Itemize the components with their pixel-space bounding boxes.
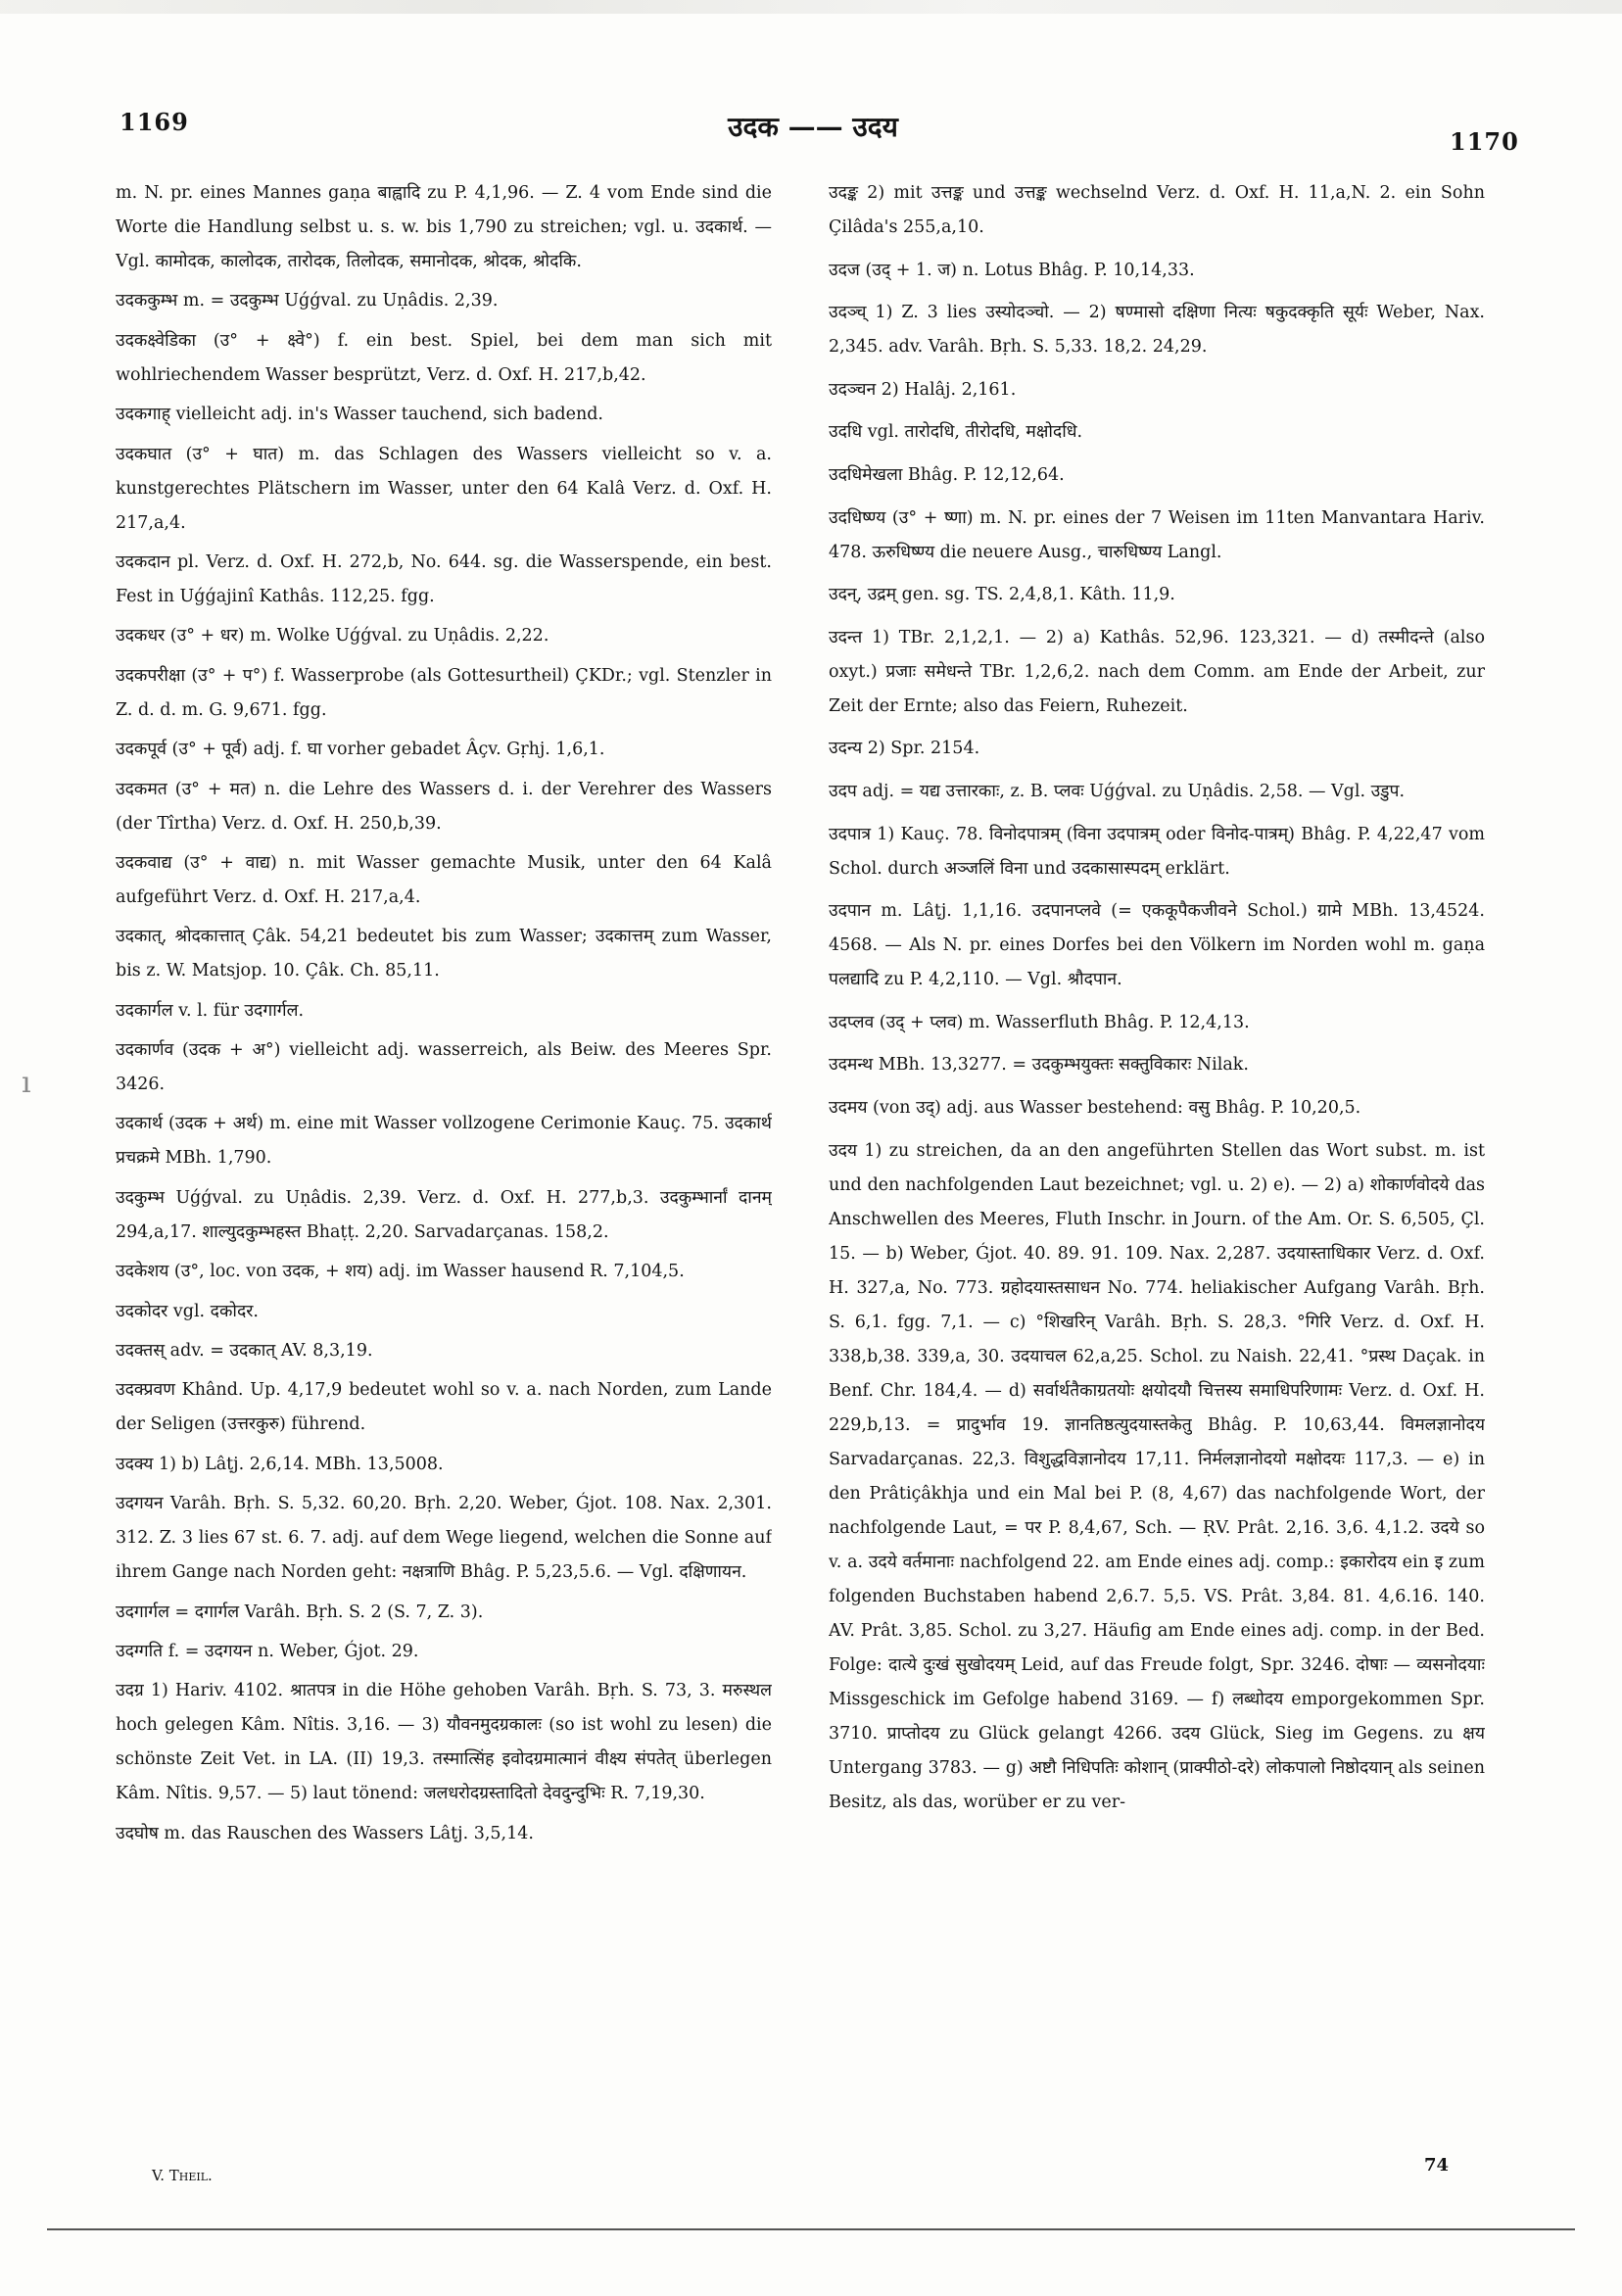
dictionary-entry: उदधि vgl. तारोदधि, तीरोदधि, मक्षोदधि. (829, 422, 1083, 443)
dictionary-entry: उदगयन Varâh. Bṛh. S. 5,32. 60,20. Bṛh. 2,20. Weber, Ǵjot. 108. Nax. 2,301. 312. Z. 3 lies 67 st. 6. 7. adj. auf dem Wege liegend, welchen die Sonne auf ihrem Gange nach Norden geht: नक्षत्राणि Bhâg. P. 5,23,5.6. — Vgl. दक्षिणायन. (116, 1494, 772, 1583)
dictionary-entry: उदकेशय (उ°, loc. von उदक, + शय) adj. im Wasser hausend R. 7,104,5. (116, 1262, 685, 1282)
dictionary-entry: उदकार्णव (उदक + अ°) vielleicht adj. wasserreich, als Beiw. des Meeres Spr. 3426. (116, 1040, 772, 1095)
dictionary-entry: उदधिमेखला Bhâg. P. 12,12,64. (829, 464, 1065, 485)
dictionary-entry: उदकुम्भ Uǵǵval. zu Uṇâdis. 2,39. Verz. d. Oxf. H. 277,b,3. उदकुम्भार्नां दानम् 294,a,17. शाल्युदकुम्भहस्त Bhaṭṭ. 2,20. Sarvadarçanas. 158,2. (116, 1187, 772, 1242)
dictionary-entry: उदङ्क 2) mit उत्तङ्क und उत्तङ्क wechselnd Verz. d. Oxf. H. 11,a,N. 2. ein Sohn Çilâda's 255,a,10. (829, 183, 1485, 237)
running-head: उदक —— उदय (728, 111, 898, 143)
bottom-rule (47, 2228, 1575, 2230)
dictionary-entry: उदकार्गल v. l. für उदगार्गल. (116, 1000, 305, 1021)
dictionary-entry: उदग्गति f. = उदगयन n. Weber, Ǵjot. 29. (116, 1641, 419, 1661)
dictionary-entry: उदकवाद्य (उ° + वाद्य) n. mit Wasser gemachte Musik, unter den 64 Kalâ aufgeführt Verz. d. Oxf. H. 217,a,4. (116, 852, 772, 907)
dictionary-entry: उदकगाह् vielleicht adj. in's Wasser tauchend, sich badend. (116, 405, 603, 425)
dictionary-entry: उदकक्ष्वेडिका (उ° + क्ष्वे°) f. ein best. Spiel, bei dem man sich mit wohlriechendem Wasser besprützt, Verz. d. Oxf. H. 217,b,42. (116, 330, 772, 385)
dictionary-entry: उदन्त 1) TBr. 2,1,2,1. — 2) a) Kathâs. 52,96. 123,321. — d) तस्मीदन्ते (also oxyt.) प्रजाः समेधन्ते TBr. 1,2,6,2. nach dem Comm. am Ende der Arbeit, zur Zeit der Ernte; also das Feiern, Ruhezeit. (829, 627, 1485, 716)
dictionary-entry: उदक्प्रवण Khând. Up. 4,17,9 bedeutet wohl so v. a. nach Norden, zum Lande der Seligen (उत्तरकुरु) führend. (116, 1380, 772, 1435)
page-number-left: 1169 (119, 108, 189, 136)
dictionary-entry: उदप्लव (उद् + प्लव) m. Wasserfluth Bhâg. P. 12,4,13. (829, 1012, 1250, 1032)
dictionary-entry: उदकपरीक्षा (उ° + प°) f. Wasserprobe (als Gottesurtheil) ÇKDr.; vgl. Stenzler in Z. d. d. m. G. 9,671. fgg. (116, 665, 772, 720)
dictionary-entry: उदपात्र 1) Kauç. 78. विनोदपात्रम् (विना उदपात्रम् oder विनोद-पात्रम्) Bhâg. P. 4,22,47 vom Schol. durch अञ्जलिं विना und उदकासास्पदम् erklärt. (829, 824, 1485, 879)
dictionary-entry: उदमन्थ MBh. 13,3277. = उदकुम्भयुक्तः सक्तुविकारः Nilak. (829, 1055, 1249, 1076)
dictionary-entry: उदन्, उद्रम् gen. sg. TS. 2,4,8,1. Kâth. 11,9. (829, 585, 1175, 605)
dictionary-entry: उदन्य 2) Spr. 2154. (829, 739, 980, 759)
dictionary-entry: उदञ्चन 2) Halâj. 2,161. (829, 379, 1017, 400)
dictionary-entry: उदघोष m. das Rauschen des Wassers Lâṭj. 3,5,14. (116, 1823, 534, 1843)
dictionary-entry: उदकमत (उ° + मत) n. die Lehre des Wassers d. i. der Verehrer des Wassers (der Tîrtha) Verz. d. Oxf. H. 250,b,39. (116, 779, 772, 834)
left-column (116, 176, 772, 2130)
dictionary-entry: उदकपूर्व (उ° + पूर्व) adj. f. घा vorher gebadet Âçv. Gṛhj. 1,6,1. (116, 740, 605, 760)
dictionary-entry: उदञ्च् 1) Z. 3 lies उस्योदञ्चो. — 2) षण्मासो दक्षिणा नित्यः षकुदक्कृति सूर्यः Weber, Nax. 2,345. adv. Varâh. Bṛh. S. 5,33. 18,2. 24,29. (829, 303, 1485, 358)
dictionary-entry: उदक्तस् adv. = उदकात् AV. 8,3,19. (116, 1341, 373, 1362)
dictionary-entry: उदमय (von उद्) adj. aus Wasser bestehend: वसु Bhâg. P. 10,20,5. (829, 1097, 1361, 1118)
dictionary-entry: उदकदान pl. Verz. d. Oxf. H. 272,b, No. 644. sg. die Wasserspende, ein best. Fest in Uǵǵajinî Kathâs. 112,25. fgg. (116, 551, 772, 606)
scan-top-edge (0, 0, 1622, 14)
volume-note: V. Theil. (152, 2167, 213, 2184)
dictionary-entry: उदधिष्ण्य (उ° + ष्णा) m. N. pr. eines der 7 Weisen im 11ten Manvantara Hariv. 478. ऊरुधिष्ण्य die neuere Ausg., चारुधिष्ण्य Langl. (829, 507, 1485, 562)
sheet-signature: 74 (1424, 2155, 1450, 2176)
dictionary-entry: उदकघात (उ° + घात) m. das Schlagen des Wassers vielleicht so v. a. kunstgerechtes Plätschern im Wasser, unter den 64 Kalâ Verz. d. Oxf. H. 217,a,4. (116, 444, 772, 533)
dictionary-entry: उदग्र 1) Hariv. 4102. श्रातपत्र in die Höhe gehoben Varâh. Bṛh. S. 73, 3. मरुस्थल hoch gelegen Kâm. Nîtis. 3,16. — 3) यौवनमुदग्रकालः (so ist wohl zu lesen) die schönste Zeit Vet. in LA. (II) 19,3. तस्मात्सिंह इवोदग्रमात्मानं वीक्ष्य संपतेत् überlegen Kâm. Nîtis. 9,57. — 5) laut tönend: जलधरोदग्रस्तादितो देवदुन्दुभिः R. 7,19,30. (116, 1681, 772, 1804)
dictionary-entry: उदकधर (उ° + धर) m. Wolke Uǵǵval. zu Uṇâdis. 2,22. (116, 626, 549, 646)
dictionary-entry: उदकार्थ (उदक + अर्थ) m. eine mit Wasser vollzogene Cerimonie Kauç. 75. उदकार्थ प्रचक्रमे MBh. 1,790. (116, 1114, 772, 1169)
dictionary-entry: उदप adj. = यद्य उत्तारकाः, z. B. प्लवः Uǵǵval. zu Uṇâdis. 2,58. — Vgl. उडुप. (829, 781, 1406, 801)
dictionary-entry: उदय 1) zu streichen, da an den angeführten Stellen das Wort subst. m. ist und den nachfolgenden Laut bezeichnet; vgl. u. 2) e). — 2) a) शोकार्णवोदये das Anschwellen des Meeres, Fluth Inschr. in Journ. of the Am. Or. S. 6,505, Çl. 15. — b) Weber, Ǵjot. 40. 89. 91. 109. Nax. 2,287. उदयास्ताधिकार Verz. d. Oxf. H. 327,a, No. 773. ग्रहोदयास्तसाधन No. 774. heliakischer Aufgang Varâh. Bṛh. S. 6,1. fgg. 7,1. — c) °शिखरिन् Varâh. Bṛh. S. 28,3. °गिरि Verz. d. Oxf. H. 338,b,38. 339,a, 30. उदयाचल 62,a,25. Schol. zu Naish. 22,41. °प्रस्थ Daçak. in Benf. Chr. 184,4. — d) सर्वार्थतैकाग्रतयोः क्षयोदयौ चित्तस्य समाधिपरिणामः Verz. d. Oxf. H. 229,b,13. = प्रादुर्भाव 19. ज्ञानतिष्ठत्युदयास्तकेतु Bhâg. P. 10,63,44. विमलज्ञानोदय Sarvadarçanas. 22,3. विशुद्धविज्ञानोदय 17,11. निर्मलज्ञानोदयो मक्षोदयः 117,3. — e) in den Prâtiçâkhja und ein Mal bei P. (8, 4,67) das nachfolgende Wort, der nachfolgende Laut, = पर P. 8,4,67, Sch. — ṚV. Prât. 2,16. 3,6. 4,1.2. उदये so v. a. उदये वर्तमानाः nachfolgend 22. am Ende eines adj. comp.: इकारोदय ein इ zum folgenden Buchstaben habend 2,6.7. 5,5. VS. Prât. 3,84. 81. 4,6.16. 140. AV. Prât. 3,85. Schol. zu 3,27. Häufig am Ende eines adj. comp. in der Bed. Folge: दात्ये दुःखं सुखोदयम् Leid, auf das Freude folgt, Spr. 3246. दोषाः — व्यसनोदयाः Missgeschick im Gefolge habend 3169. — f) लब्धोदय emporgekommen Spr. 3710. प्राप्तोदय zu Glück gelangt 4266. उदय Glück, Sieg im Gegens. zu क्षय Untergang 3783. — g) अष्टौ निधिपतिः कोशान् (प्राक्पीठो-दरे) लोकपालो निष्ठोदयान् als seinen Besitz, als das, worüber er zu ver- (829, 1140, 1485, 1812)
dictionary-entry: उदकात्, श्रोदकात्तात् Çâk. 54,21 bedeutet bis zum Wasser; उदकात्तम् zum Wasser, bis z. W. Matsjop. 10. Çâk. Ch. 85,11. (116, 927, 772, 981)
page-number-right: 1170 (1450, 127, 1519, 156)
margin-mark: ı (22, 1066, 31, 1100)
dictionary-entry: उदज (उद् + 1. ज) n. Lotus Bhâg. P. 10,14,33. (829, 260, 1195, 280)
dictionary-entry: उदपान m. Lâṭj. 1,1,16. उदपानप्लवे (= एककूपैकजीवने Schol.) ग्रामे MBh. 13,4524. 4568. — Als N. pr. eines Dorfes bei den Völkern im Norden wohl m. gaṇa पलद्यादि zu P. 4,2,110. — Vgl. श्रौदपान. (829, 901, 1485, 990)
dictionary-entry: उदगार्गल = दगार्गल Varâh. Bṛh. S. 2 (S. 7, Z. 3). (116, 1602, 484, 1622)
dictionary-entry: उदकोदर vgl. दकोदर. (116, 1301, 259, 1321)
right-column (829, 176, 1485, 2130)
dictionary-entry: m. N. pr. eines Mannes gaṇa बाह्वादि zu P. 4,1,96. — Z. 4 vom Ende sind die Worte die Handlung selbst u. s. w. bis 1,790 zu streichen; vgl. u. उदकार्थ. — Vgl. कामोदक, कालोदक, तारोदक, तिलोदक, समानोदक, श्रोदक, श्रोदकि. (116, 183, 772, 271)
dictionary-entry: उदक्य 1) b) Lâṭj. 2,6,14. MBh. 13,5008. (116, 1454, 444, 1474)
dictionary-entry: उदककुम्भ m. = उदकुम्भ Uǵǵval. zu Uṇâdis. 2,39. (116, 291, 499, 311)
